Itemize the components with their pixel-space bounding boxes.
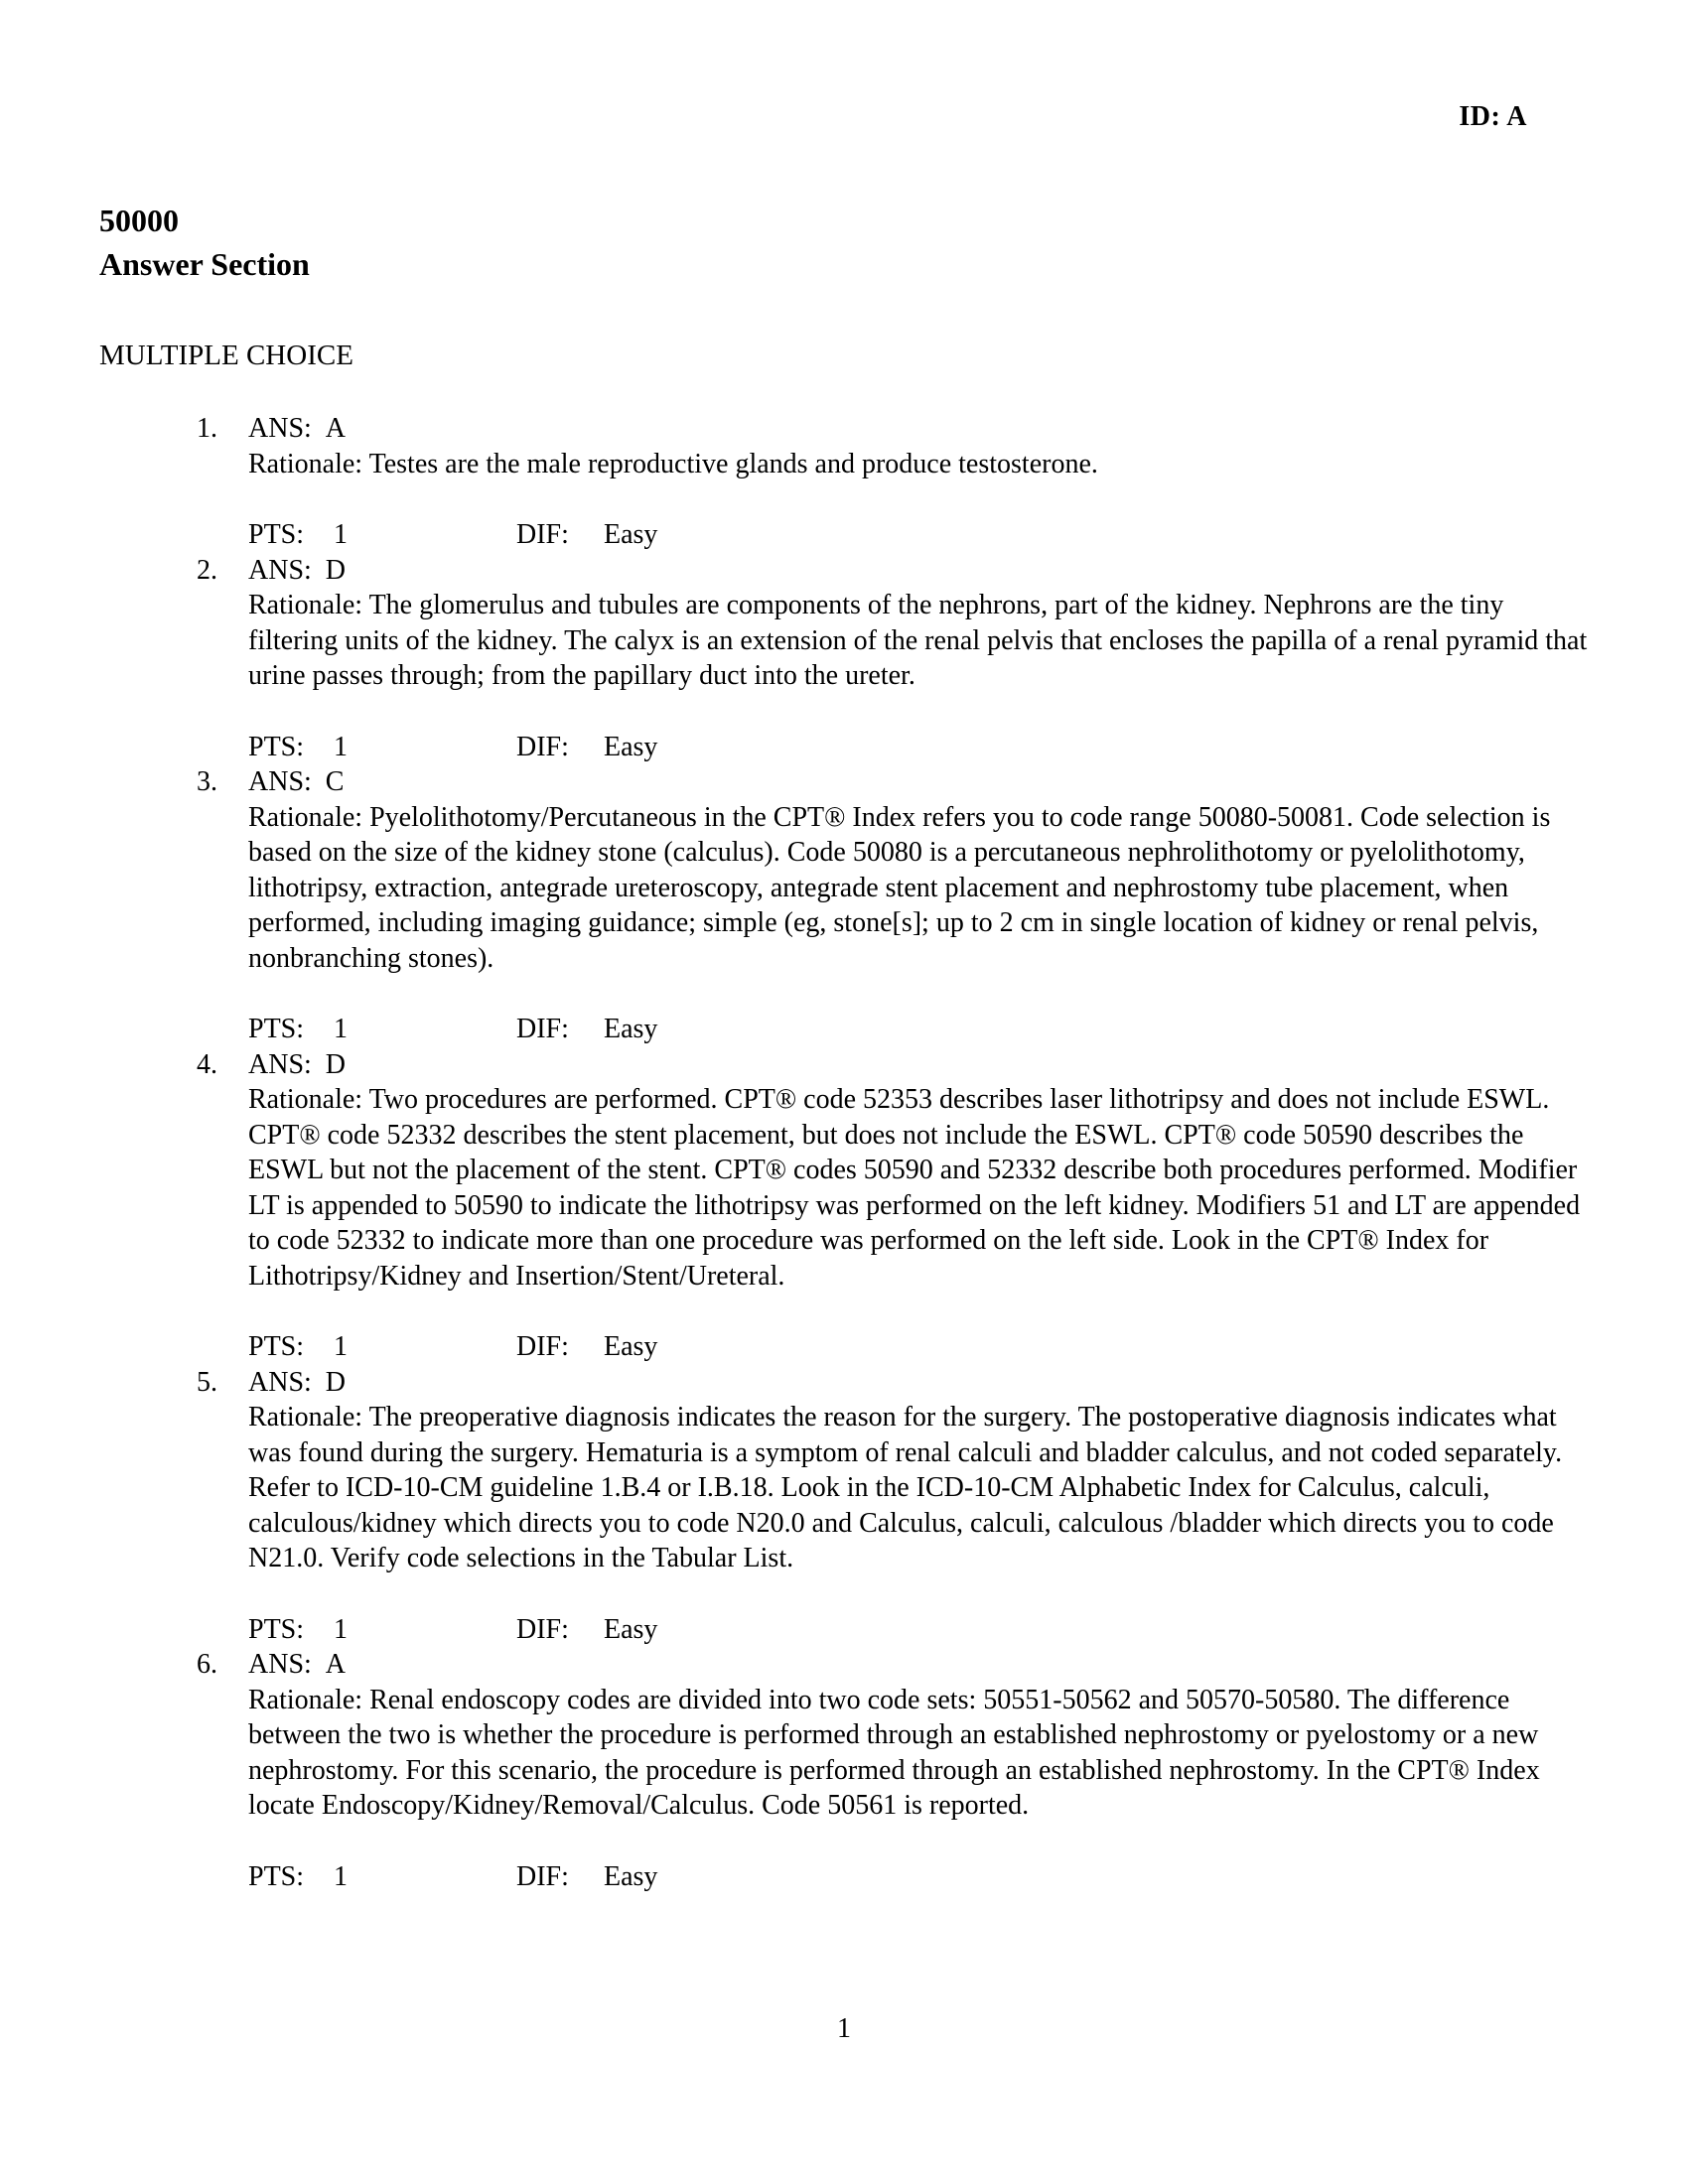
points-label: PTS:: [248, 1613, 305, 1645]
difficulty-value: Easy: [604, 1014, 658, 1044]
question-meta: [248, 1612, 1599, 1648]
id-label: ID:: [1459, 101, 1501, 132]
question-meta: [248, 1012, 1599, 1047]
question-item: [0, 764, 1688, 1047]
question-body: [248, 764, 1599, 1047]
question-number: 5.: [197, 1366, 217, 1398]
answer-value: D: [325, 1048, 347, 1080]
document-id: [1459, 101, 1527, 133]
points-value: 1: [334, 731, 348, 762]
question-body: [248, 553, 1599, 765]
question-body: [248, 411, 1599, 553]
answer-label: ANS:: [248, 1649, 312, 1680]
answer-line: [248, 553, 1599, 589]
question-item: [0, 1365, 1688, 1648]
difficulty-label: DIF:: [516, 519, 569, 550]
points-value: 1: [334, 1331, 348, 1362]
answer-label: ANS:: [248, 413, 312, 444]
difficulty-label: DIF:: [516, 1860, 569, 1892]
answer-value: A: [325, 413, 347, 444]
difficulty-value: Easy: [604, 1860, 658, 1892]
id-value: A: [1506, 101, 1527, 132]
title-code: 50000: [99, 203, 179, 238]
question-meta: [248, 730, 1599, 765]
question-number: 3.: [197, 766, 217, 797]
question-item: [0, 553, 1688, 765]
question-number: 6.: [197, 1649, 217, 1680]
answer-line: [248, 1647, 1599, 1683]
question-meta: [248, 1859, 1599, 1895]
answer-value: C: [325, 766, 345, 797]
points-label: PTS:: [248, 1331, 305, 1362]
question-number: 1.: [197, 413, 217, 444]
points-value: 1: [334, 1860, 348, 1892]
question-number: 2.: [197, 554, 217, 586]
question-item: [0, 411, 1688, 553]
answer-value: D: [325, 1366, 347, 1398]
points-value: 1: [334, 519, 348, 550]
answer-value: A: [325, 1649, 347, 1680]
difficulty-value: Easy: [604, 519, 658, 550]
difficulty-label: DIF:: [516, 1014, 569, 1044]
answer-label: ANS:: [248, 554, 312, 586]
answer-line: [248, 764, 1599, 800]
section-heading: MULTIPLE CHOICE: [99, 340, 353, 371]
answer-line: [248, 1047, 1599, 1083]
answer-label: ANS:: [248, 1366, 312, 1398]
answer-label: ANS:: [248, 1048, 312, 1080]
difficulty-label: DIF:: [516, 1613, 569, 1645]
answer-label: ANS:: [248, 766, 312, 797]
rationale-text: Rationale: The preoperative diagnosis indicates the reason for the surgery. The postoperative diagnosis indicates what was found during the surgery. Hematuria is a symptom of renal calculi and bladder calculus, and not coded separately. Refer to ICD-10-CM guideline 1.B.4 or I.B.18. Look in the ICD-10-CM Alphabetic Index for Calculus, calculi, calculous/kidney which directs you to code N20.0 and Calculus, calculi, calculous /bladder which directs you to code N21.0. Verify code selections in the Tabular List.: [248, 1402, 1563, 1573]
points-label: PTS:: [248, 1860, 305, 1892]
answer-line: [248, 411, 1599, 447]
points-label: PTS:: [248, 1014, 305, 1044]
answer-value: D: [325, 554, 347, 586]
rationale-text: Rationale: Testes are the male reproductive glands and produce testosterone.: [248, 448, 1098, 479]
question-body: [248, 1047, 1599, 1365]
title-subtitle: Answer Section: [99, 246, 310, 282]
question-number: 4.: [197, 1048, 217, 1080]
question-list: [0, 411, 1688, 1894]
page-number: 1: [837, 2013, 851, 2044]
document-title: [99, 199, 310, 286]
rationale-text: Rationale: Renal endoscopy codes are divided into two code sets: 50551-50562 and 50570-50580. The difference between the two is whether the procedure is performed through an established nephrostomy or pyelostomy or a new nephrostomy. For this scenario, the procedure is performed through an established nephrostomy. In the CPT® Index locate Endoscopy/Kidney/Removal/Calculus. Code 50561 is reported.: [248, 1684, 1540, 1821]
points-label: PTS:: [248, 519, 305, 550]
answer-line: [248, 1365, 1599, 1401]
question-meta: [248, 517, 1599, 553]
rationale-text: Rationale: Two procedures are performed. CPT® code 52353 describes laser lithotripsy and does not include ESWL. CPT® code 52332 describes the stent placement, but does not include the ESWL. CPT® code 50590 describes the ESWL but not the placement of the stent. CPT® codes 50590 and 52332 describe both procedures performed. Modifier LT is appended to 50590 to indicate the lithotripsy was performed on the left kidney. Modifiers 51 and LT are appended to code 52332 to indicate more than one procedure was performed on the left side. Look in the CPT® Index for Lithotripsy/Kidney and Insertion/Stent/Ureteral.: [248, 1084, 1581, 1292]
difficulty-label: DIF:: [516, 1331, 569, 1362]
points-label: PTS:: [248, 731, 305, 762]
question-item: [0, 1647, 1688, 1894]
difficulty-value: Easy: [604, 1331, 658, 1362]
question-meta: [248, 1329, 1599, 1365]
question-body: [248, 1365, 1599, 1648]
rationale-text: Rationale: Pyelolithotomy/Percutaneous in the CPT® Index refers you to code range 50080-50081. Code selection is based on the size of the kidney stone (calculus). Code 50080 is a percutaneous nephrolithotomy or pyelolithotomy, lithotripsy, extraction, antegrade ureteroscopy, antegrade stent placement and nephrostomy tube placement, when performed, including imaging guidance; simple (eg, stone[s]; up to 2 cm in single location of kidney or renal pelvis, nonbranching stones).: [248, 801, 1551, 974]
points-value: 1: [334, 1613, 348, 1645]
question-item: [0, 1047, 1688, 1365]
difficulty-label: DIF:: [516, 731, 569, 762]
rationale-text: Rationale: The glomerulus and tubules are components of the nephrons, part of the kidney. Nephrons are the tiny filtering units of the kidney. The calyx is an extension of the renal pelvis that encloses the papilla of a renal pyramid that urine passes through; from the papillary duct into the ureter.: [248, 590, 1588, 691]
difficulty-value: Easy: [604, 1613, 658, 1645]
difficulty-value: Easy: [604, 731, 658, 762]
question-body: [248, 1647, 1599, 1894]
points-value: 1: [334, 1014, 348, 1044]
